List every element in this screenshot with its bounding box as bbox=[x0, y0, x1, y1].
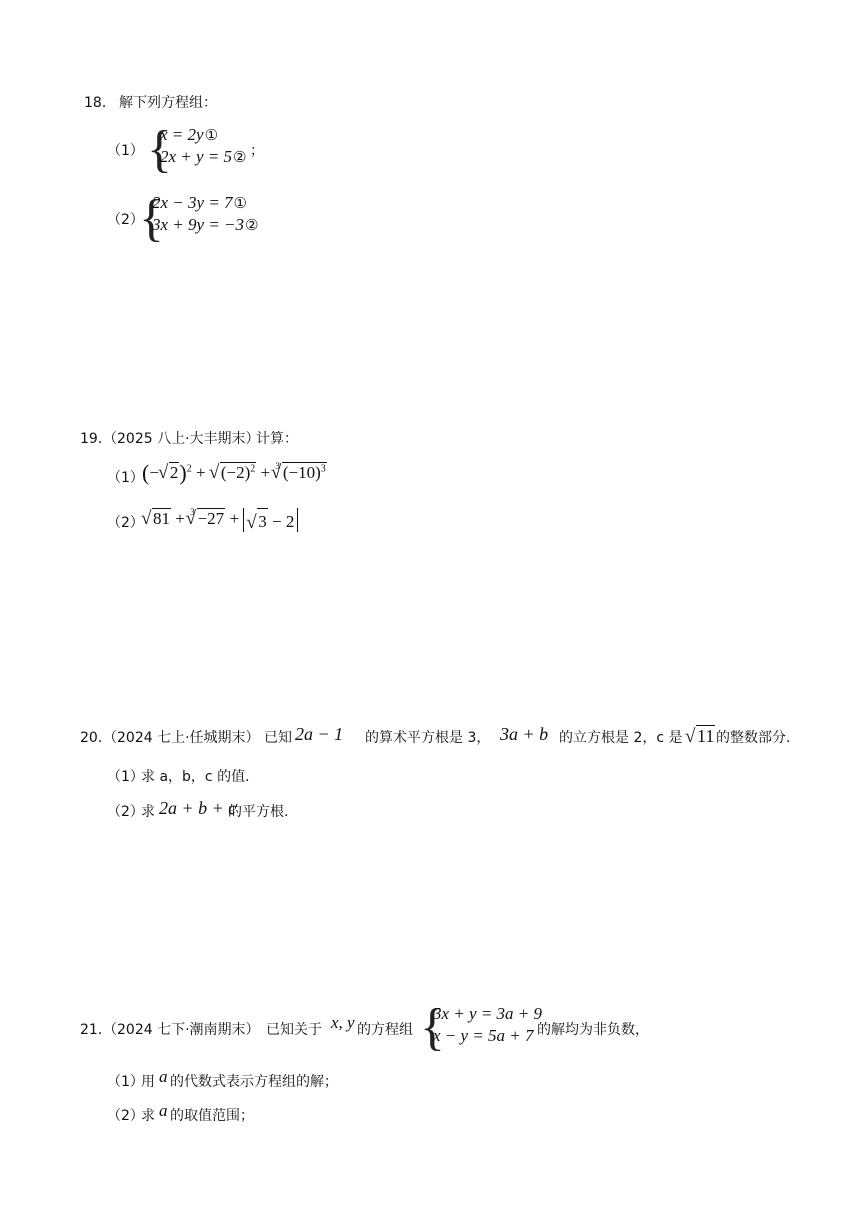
question-stem: 已知 bbox=[264, 730, 292, 746]
question-number: 19． bbox=[80, 431, 112, 447]
part-text: 的代数式表示方程组的解； bbox=[170, 1074, 338, 1090]
question-number: 21． bbox=[80, 1022, 112, 1038]
equation: 2x + y = 5 bbox=[160, 147, 233, 166]
math-variable: a bbox=[159, 1067, 168, 1086]
math-expression: 2a − 1 bbox=[295, 724, 344, 744]
part-label: （2） bbox=[107, 1108, 144, 1124]
equation: 3x + y = 3a + 9 bbox=[433, 1004, 543, 1023]
part-label: （1） bbox=[107, 1074, 144, 1090]
question-stem: 的立方根是 2，c 是 bbox=[559, 730, 683, 746]
question-stem: 解下列方程组： bbox=[119, 95, 217, 111]
part-text: 用 bbox=[141, 1074, 155, 1090]
circled-number: ② bbox=[245, 216, 259, 234]
equation: x = 2y bbox=[160, 125, 204, 144]
part-text: 求 a，b，c 的值. bbox=[141, 769, 250, 785]
part-label: （1） bbox=[107, 470, 144, 486]
part-text: 求 bbox=[141, 804, 155, 820]
part-label: （2） bbox=[107, 804, 144, 820]
part-label: （1） bbox=[107, 769, 144, 785]
equation: x − y = 5a + 7 bbox=[433, 1026, 534, 1045]
math-expression: 2a + b + c bbox=[159, 798, 237, 818]
math-expression: (−√ 2)$^2$ + √ $(-2)^2 + ^3√$ $(-10)^3$ bbox=[142, 462, 327, 484]
part-label: （1） bbox=[107, 143, 144, 159]
system-brace: { bbox=[147, 121, 172, 178]
question-stem: 计算： bbox=[256, 431, 298, 447]
circled-number: ② bbox=[233, 148, 247, 166]
part-text: 的取值范围； bbox=[170, 1108, 254, 1124]
part-label: （2） bbox=[107, 212, 144, 228]
math-expression: x, y bbox=[331, 1013, 355, 1032]
circled-number: ① bbox=[233, 194, 247, 212]
system-brace: { bbox=[139, 190, 164, 247]
math-expression: √ 81 + $^3$√ −27 + √ 3 − 2 bbox=[142, 508, 298, 532]
part-text: 求 bbox=[141, 1108, 155, 1124]
question-stem: 的算术平方根是 3， bbox=[365, 730, 491, 746]
question-number: 18． bbox=[84, 95, 116, 111]
equation: 3x + 9y = −3 bbox=[152, 215, 245, 234]
equation-system bbox=[152, 192, 258, 236]
equation: 2x − 3y = 7 bbox=[152, 193, 233, 212]
punctuation: ； bbox=[250, 143, 264, 159]
math-expression: 3a + b bbox=[500, 724, 549, 744]
question-source: （2025 八上·大丰期末） bbox=[103, 431, 260, 447]
question-stem: 已知关于 bbox=[266, 1022, 322, 1038]
question-stem: 的解均为非负数， bbox=[537, 1022, 649, 1038]
question-number: 20． bbox=[80, 730, 112, 746]
equation-system bbox=[433, 1003, 542, 1047]
question-stem: 的方程组 bbox=[357, 1022, 413, 1038]
math-expression: √ 11 bbox=[686, 725, 715, 745]
circled-number: ① bbox=[204, 126, 219, 144]
question-source: （2024 七上·任城期末） bbox=[103, 730, 260, 746]
question-source: （2024 七下·潮南期末） bbox=[103, 1022, 260, 1038]
part-text: 的平方根. bbox=[228, 804, 289, 820]
math-variable: a bbox=[159, 1101, 168, 1120]
part-label: （2） bbox=[107, 515, 144, 531]
equation-system bbox=[160, 124, 247, 168]
system-brace: { bbox=[420, 999, 445, 1056]
question-stem: 的整数部分. bbox=[716, 730, 791, 746]
